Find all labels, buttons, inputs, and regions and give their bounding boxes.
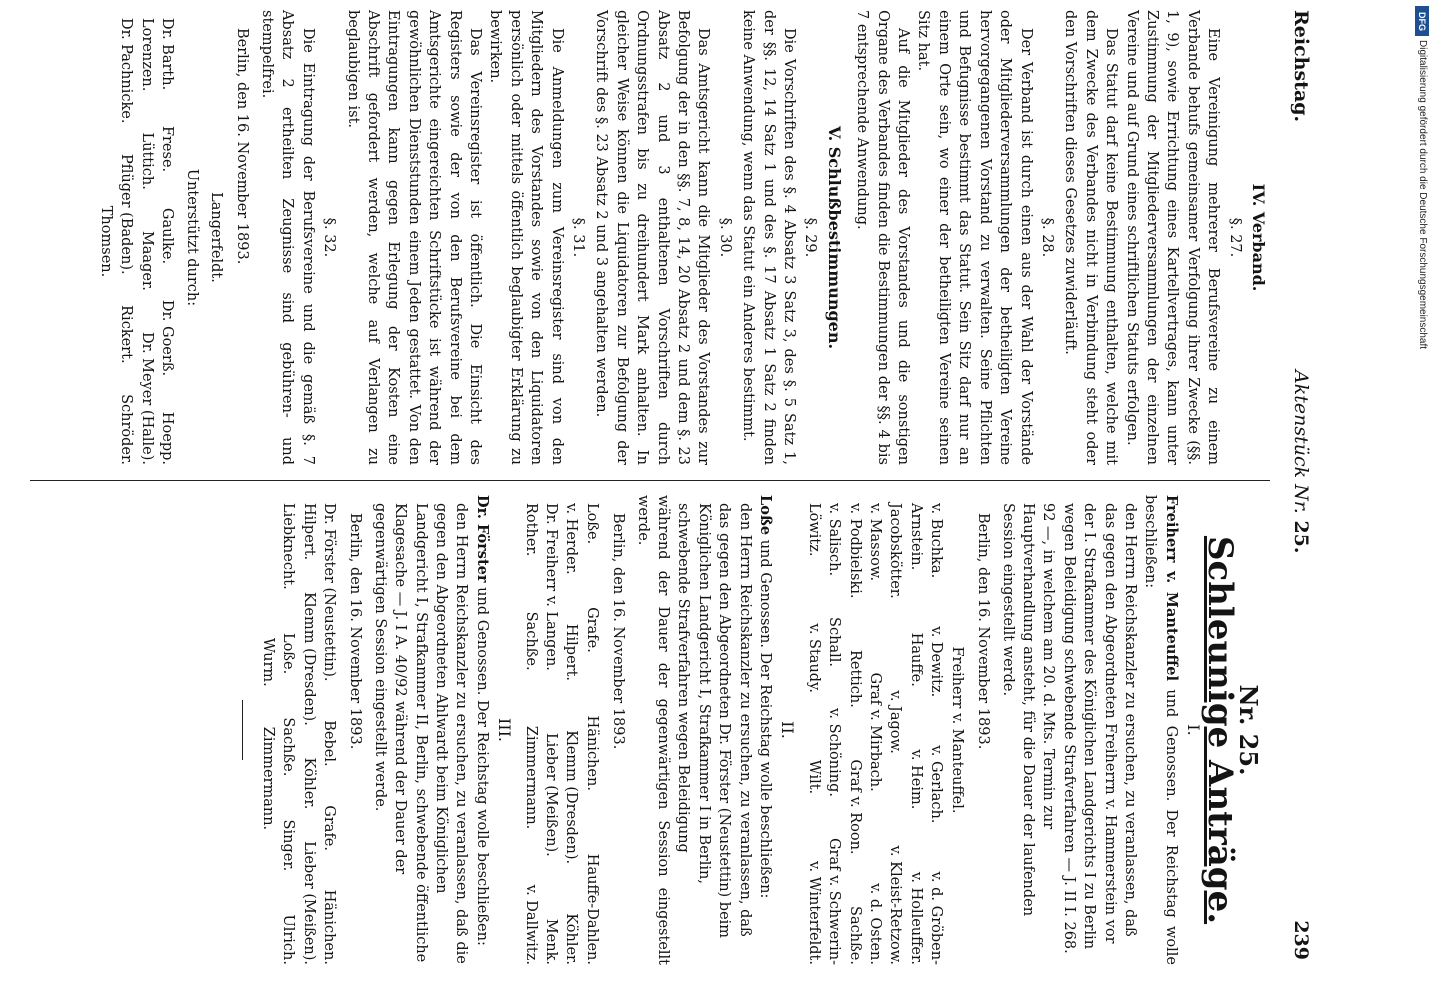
supporter-name: Hilpert. [563,623,580,682]
motion-1-author: Freiherr v. Manteuffel [1162,495,1180,682]
supporter-name: Dr. Freiherr v. Langen. [543,503,559,671]
motion-2-supporters [520,495,602,965]
supporter-name: Lüttich. [138,132,155,190]
supporter-name: Dr. Förster (Neustettin). [320,503,337,682]
motion-1-intro-rest: und Genossen. Der Reichstag wolle beschließen: [1142,495,1179,966]
motion-1-supporters-row [885,495,905,965]
section-31-number: §. 31. [570,217,586,258]
column-divider [30,480,1270,481]
supporter-name: Ulrich. [280,914,297,965]
left-signer: Langerfeldt. [208,192,225,283]
section-32-text: Die Eintragung der Berufsvereine und die gemäß §. 7 Absatz 2 ertheilten Zeugnisse sind gebühren- und stempelfrei. [258,10,316,465]
motion-2-intro-rest: und Genossen. Der Reichstag wolle beschließen: [757,539,774,899]
supporter-name: v. Staudy. [805,623,822,693]
motion-1-body: den Herrn Reichskanzler zu ersuchen, zu veranlassen, daß das gegen den Abgeordneten Freiherrn v. Hammerstein vor der I. Strafkammer des Königlichen Landgerichts I zu Berlin wegen Beleidigung schwebende Strafverfahren — J. II I. 268. 92 —, in welchem am 20. d. Mts. Termin zur Hauptverhandlung ansteht, für die Dauer der laufenden Session eingestellt werde. [999,503,1138,954]
supporter-name: Graf v. Schwerin- [826,837,843,965]
header-left: Reichstag. [1290,10,1312,123]
supporter-name: Rettich. [846,650,863,708]
left-supporters-row [96,10,116,465]
supporter-name: Zimmermann. [259,726,276,831]
supporter-name: v. Buchka. [928,503,945,579]
motion-1-supporters-row [865,495,885,965]
supporter-name: Gaulke. [159,207,176,265]
section-27-number: §. 27. [1226,217,1243,258]
supporter-name: Dr. Meyer (Halle). [138,332,155,465]
section-28-text: Der Verband ist durch einen aus der Wahl der Vorstände oder Mitgliederversammlungen der betheiligten Vereine hervorgegangenen Vorstand zu verwalten. Seine Pflichten und Befugnisse bestimmt das Statut. Sein Sitz darf nur an einem Orte sein, wo einer der betheiligten Vereine seinen Sitz hat. [915,10,1034,465]
supporter-name: v. Heim. [907,749,924,810]
supporter-name: Lieber (Meißen). [543,732,559,857]
supporter-name: v. Winterfeldt. [805,861,822,965]
closing-rule [242,700,243,760]
section-29-text: Die Vorschriften des §. 4 Absatz 3 Satz 3, des §. 5 Satz 1, der §§. 12, 14 Satz 1 und des §. 17 Absatz 1 Satz 2 finden keine Anwendung, wenn das Statut ein Anderes bestimmt. [740,10,798,465]
supporter-name: Sachße. [280,717,297,777]
supporter-name: v. d. Gröben- [928,871,945,965]
supporter-name: Grafe. [320,805,337,851]
supporter-name: Loße. [583,503,600,545]
motion-2-date: Berlin, den 16. November 1893. [610,513,627,750]
supporter-name: Schröder. [118,394,135,465]
section-30-number: §. 30. [716,217,733,258]
supporter-name: Jacobskötter. [887,503,904,599]
supporter-name: Wurm. [259,637,276,687]
supporter-name: Schall. [826,617,843,667]
supporter-name: Graf v. Mirbach. [867,672,884,792]
supporter-name: Grafe. [583,607,600,653]
motion-1-numeral: I. [1184,724,1204,736]
section-27-text-2: Das Statut darf keine Bestimmung enthalten, welche mit dem Zwecke des Verbandes nicht in Verbindung steht oder den Vorschriften dieses Gesetzes zuwiderläuft. [1062,10,1120,465]
motion-3-author: Dr. Förster [473,495,491,583]
supporter-name: v. Herder. [563,503,580,575]
motion-2-supporters-row [581,495,601,965]
supporter-name: v. Holleuffer. [907,871,924,965]
dfg-logo: DFG [1415,6,1429,36]
section-31-text-2: Das Vereinsregister ist öffentlich. Die Einsicht des Registers sowie der von den Berufsvereine bei dem Amtsgerichte eingereichten Schriftstücke ist während der gewöhnlichen Dienststunden einem Jeden gestattet. Von den Eintragungen kann gegen Erlegung der Kosten eine Abschrift gefordert werden, welche auf Verlangen zu beglaubigen ist. [344,10,483,465]
section-v-heading: V. Schlußbestimmungen. [824,125,844,350]
motion-2-supporters-row [520,495,540,965]
supporter-name: v. Schöning. [826,707,843,797]
left-supporters-row [157,10,177,465]
supporter-name: Rickert. [118,305,135,364]
header-center-number: 25. [1290,520,1312,554]
section-29-number: §. 29. [802,217,819,258]
supporter-name: v. Podbielski. [846,503,863,599]
supporter-name: Zimmermann. [522,725,539,830]
motion-2-numeral: II. [778,721,798,739]
supporter-name: v. Jagow. [887,690,904,754]
motion-3-supporters-row [319,495,339,965]
motion-3-body: den Herrn Reichskanzler zu ersuchen, zu veranlassen, daß die gegen den Abgeordneten Ahlwardt beim Königlichen Landgericht I, Strafkammer II, Berlin, schwebende öffentliche Klagesache — J. I A. 40/92 während der Dauer der gegenwärtigen Session eingestellt werde. [371,503,470,964]
supporter-name: Hilpert. [300,503,317,561]
supporter-name: Klemm (Dresden). [300,591,317,726]
section-27-text: Eine Vereinigung mehrerer Berufsvereine zu einem Verbande behufs gemeinsamer Verfolgung ihrer Zwecke (§§. 1, 9), sowie Errichtung eines Kartellvertrages, kann unter Zustimmung der Mitgliederversammlungen der einzelnen Vereine und auf Grund eines schriftlichen Statuts erfolgen. [1123,10,1222,465]
motion-3-intro [471,495,491,965]
supporter-name: v. Massow. [867,503,884,582]
document-number-title: Nr. 25. [1234,684,1263,776]
supporter-name: v. Salisch. [826,503,843,577]
supporter-name: Lorenzen. [138,18,155,92]
supporter-name: v. Gerlach. [928,745,945,824]
supporter-name: Menk. [543,918,559,965]
supporter-name: v. Kleist-Retzow. [887,845,904,965]
supporter-name: Pflüger (Baden). [118,154,135,275]
supporter-name: Loße. [280,632,297,675]
supporter-name: Sachße. [846,906,863,965]
motion-3-supporters-row [257,495,277,965]
section-31-text: Die Anmeldungen zum Vereinsregister sind von den Mitgliedern des Vorstandes sowie von den Liquidatoren persönlich oder mittels öffentlich beglaubigter Erklärung zu bewirken. [487,10,565,465]
page-number: 239 [1290,920,1312,960]
main-title: Schleunige Anträge. [1199,535,1240,925]
left-supporters-row [136,10,156,465]
section-30-text: Das Amtsgericht kann die Mitglieder des Vorstandes zur Befolgung der in den §§. 7, 8, 14, 20 Absatz 2 und dem §. 23 Absatz 2 und 3 enthaltenen Vorschriften durch Ordnungsstrafen bis zu dreihundert Mark anhalten. In gleicher Weise können die Liquidatoren zur Befolgung der Vorschrift des §. 23 Absatz 2 und 3 angehalten werden. [593,10,712,465]
motion-3-supporters [257,495,339,965]
motion-2-intro [755,495,775,965]
supporter-name: v. d. Osten. [867,883,884,965]
motion-2-supporters-row [541,495,561,965]
motion-1-supporters [803,495,946,965]
motion-3-numeral: III. [495,717,515,743]
motion-1-date: Berlin, den 16. November 1893. [975,513,992,750]
supporter-name: Thomsen. [98,205,115,278]
supporter-name: Klemm (Dresden). [563,730,580,865]
motion-1-supporters-row [844,495,864,965]
motion-3-intro-rest: und Genossen. Der Reichstag wolle beschließen: [473,587,490,946]
left-supporters-row [116,10,136,465]
supporter-name: Singer. [280,819,297,872]
section-28-number: §. 28. [1038,217,1055,258]
supporter-name: Dr. Barth. [159,18,176,91]
supporter-name: Köhler. [563,913,580,965]
supporter-name: Sachße. [522,611,539,671]
header-center [1290,370,1312,554]
left-column [96,10,1270,465]
supporter-name: Hänichen. [583,715,600,791]
supporter-name: Hänichen. [320,889,337,965]
supporter-name: Bebel. [320,720,337,767]
supporter-name: Hauffe-Dahlen. [583,853,600,965]
motion-1-intro [1140,495,1181,965]
header-center-prefix: Aktenstück Nr. [1290,370,1312,514]
supporter-name: Maager. [138,230,155,291]
supporter-name: Arnstein. [907,503,924,571]
left-supporters [96,10,178,465]
left-date: Berlin, den 16. November 1893. [234,28,251,265]
supporter-name: Dr. Goerß. [159,299,176,377]
motion-2-supporters-row [561,495,581,965]
motion-2-author: Loße [757,495,775,536]
section-28-text-2: Auf die Mitglieder des Vorstandes und die sonstigen Organe des Verbandes finden die Bestimmungen der §§. 4 bis 7 entsprechende Anwendung. [854,10,912,465]
dfg-caption: Digitalisierung gefördert durch die Deutsche Forschungsgemeinschaft [1417,40,1428,350]
supporter-name: Liebknecht. [280,503,297,590]
supporter-name: Lieber (Meißen). [300,841,317,965]
supporter-name: Köhler. [300,757,317,810]
motion-1-supporters-row [803,495,823,965]
motion-3-date: Berlin, den 16. November 1893. [347,513,364,750]
motion-3-supporters-row [298,495,318,965]
supporter-name: Wilt. [805,759,822,795]
motion-3-supporters-row [278,495,298,965]
supporter-name: Hauffe. [907,632,924,687]
supporter-name: Frese. [159,125,176,173]
motion-2-tail: während der Dauer der gegenwärtigen Session eingestellt werde. [634,495,672,965]
motion-1-supporters-row [906,495,926,965]
motion-1-supporters-row [824,495,844,965]
supporter-name: Graf v. Roon. [846,759,863,855]
supporter-name: v. Dewitz. [928,626,945,698]
left-supported-by: Unterstützt durch: [183,168,200,307]
supporter-name: Dr. Pachnicke. [118,18,135,124]
section-iv-heading: IV. Verband. [1249,183,1268,292]
supporter-name: Rother. [522,503,539,557]
motion-1-signer: Freiherr v. Manteuffel. [948,646,965,814]
section-32-number: §. 32. [321,217,338,258]
right-column [228,495,1270,965]
supporter-name: Hoepp. [159,411,176,465]
supporter-name: Löwitz. [805,503,822,557]
motion-2-body: den Herrn Reichskanzler zu ersuchen, zu veranlassen, daß das gegen den Abgeordneten Dr. Förster (Neustettin) beim Königlichen Landgericht I, Strafkammer I in Berlin, schwebende Strafverfahren wegen Beleidigung [675,503,753,939]
motion-1-supporters-row [926,495,946,965]
supporter-name: v. Dallwitz. [522,884,539,965]
